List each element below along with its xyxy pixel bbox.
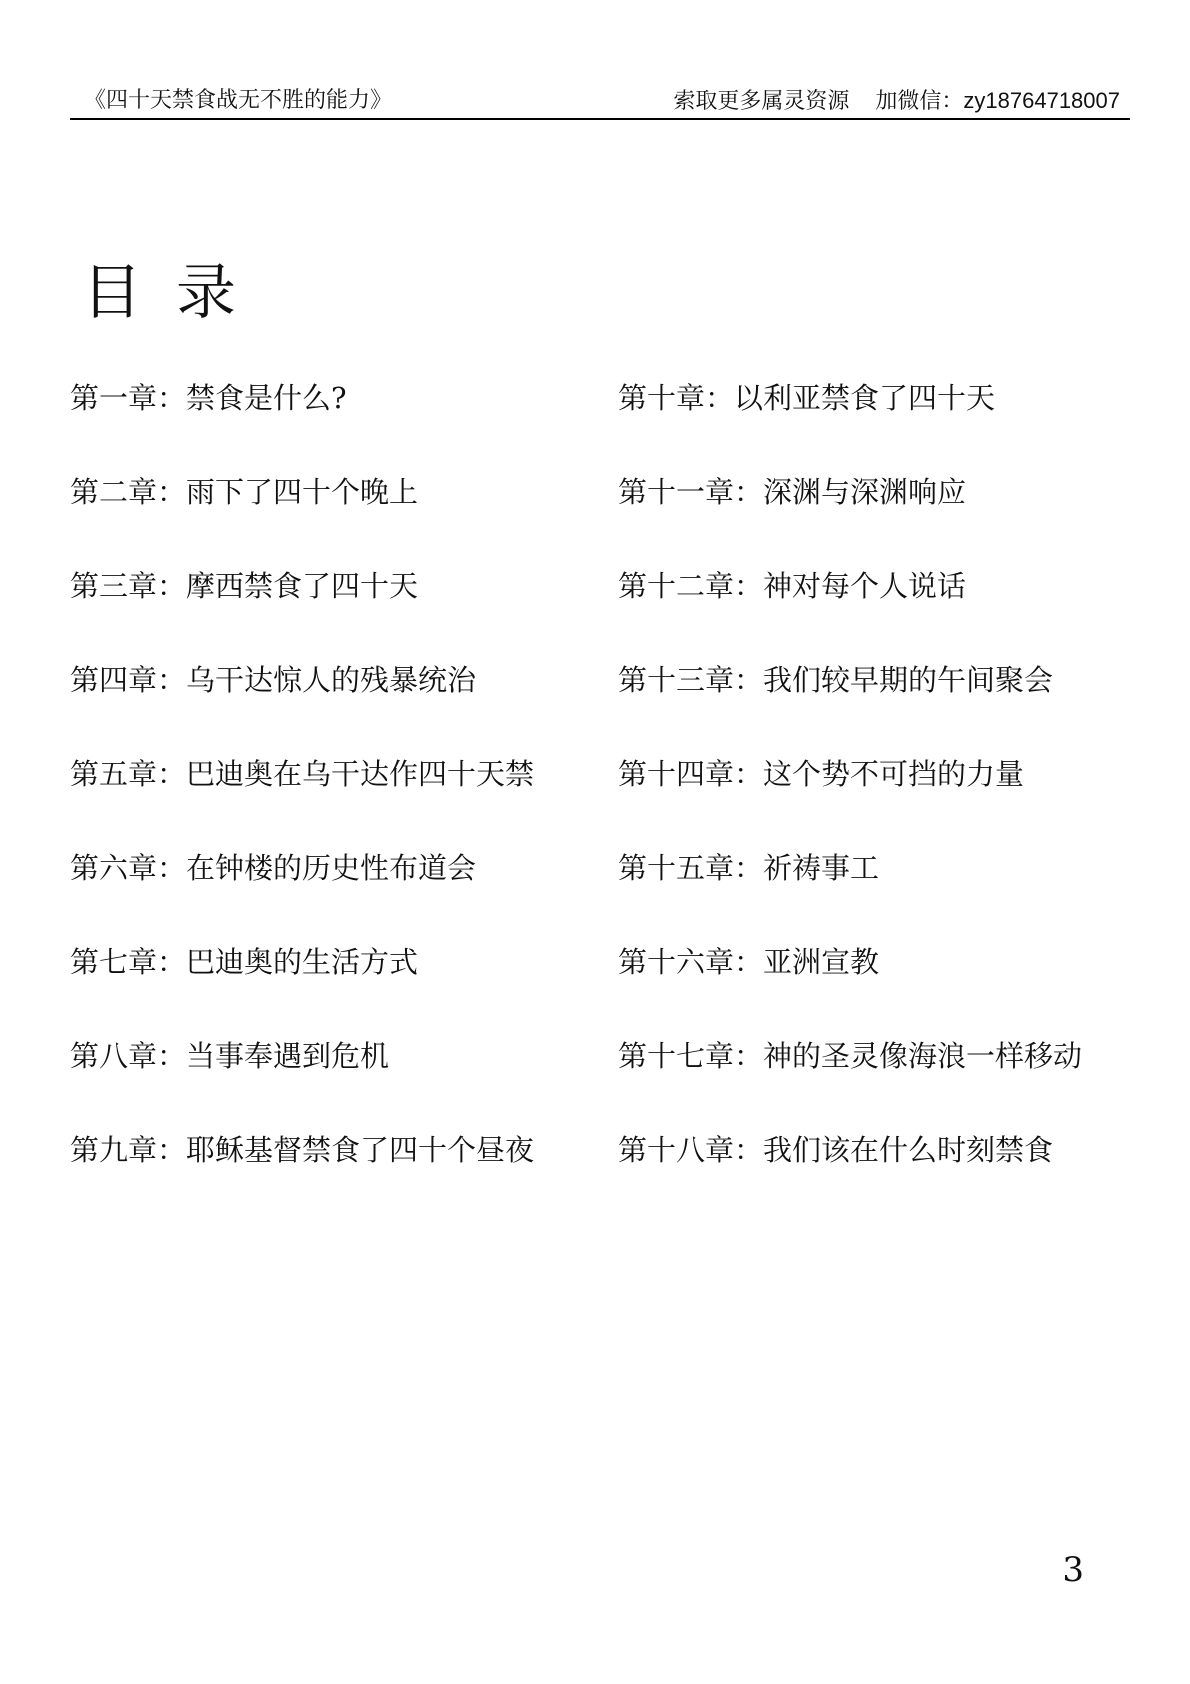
- toc-title: 目录: [82, 258, 270, 328]
- toc-entry-chapter-4: 第四章：乌干达惊人的残暴统治: [70, 663, 477, 697]
- toc-entry-chapter-17: 第十七章：神的圣灵像海浪一样移动: [618, 1039, 1083, 1073]
- book-title: 《四十天禁食战无不胜的能力》: [84, 88, 393, 113]
- page-number: 3: [1062, 1550, 1084, 1590]
- toc-entry-chapter-8: 第八章：当事奉遇到危机: [70, 1039, 390, 1073]
- toc-entry-chapter-13: 第十三章：我们较早期的午间聚会: [618, 663, 1054, 697]
- toc-row: [70, 566, 1130, 660]
- toc-entry-chapter-10: 第十章：以利亚禁食了四十天: [618, 381, 996, 415]
- toc-entry-chapter-1: 第一章：禁食是什么?: [70, 381, 347, 415]
- toc-entry-chapter-2: 第二章：雨下了四十个晚上: [70, 475, 419, 509]
- toc-row: [70, 1036, 1130, 1130]
- toc-entry-chapter-16: 第十六章：亚洲宣教: [618, 945, 880, 979]
- wechat-label: 加微信：: [875, 89, 964, 114]
- toc-entry-chapter-9: 第九章：耶稣基督禁食了四十个昼夜: [70, 1133, 535, 1167]
- toc-entry-chapter-11: 第十一章：深渊与深渊响应: [618, 475, 967, 509]
- toc-row: [70, 848, 1130, 942]
- toc-entry-chapter-18: 第十八章：我们该在什么时刻禁食: [618, 1133, 1054, 1167]
- toc-entry-chapter-15: 第十五章：祈祷事工: [618, 851, 880, 885]
- toc-row: [70, 1130, 1130, 1224]
- toc-row: [70, 660, 1130, 754]
- toc-entry-chapter-14: 第十四章：这个势不可挡的力量: [618, 757, 1025, 791]
- toc-row: [70, 754, 1130, 848]
- wechat-id: zy18764718007: [963, 88, 1120, 113]
- table-of-contents: [70, 378, 1130, 1224]
- promo-info: [673, 84, 1120, 119]
- toc-entry-chapter-7: 第七章：巴迪奥的生活方式: [70, 945, 419, 979]
- toc-row: [70, 942, 1130, 1036]
- toc-row: [70, 472, 1130, 566]
- toc-entry-chapter-3: 第三章：摩西禁食了四十天: [70, 569, 419, 603]
- promo-text: 索取更多属灵资源: [673, 89, 850, 114]
- page-header: [70, 84, 1130, 120]
- toc-entry-chapter-6: 第六章：在钟楼的历史性布道会: [70, 851, 477, 885]
- toc-entry-chapter-5: 第五章：巴迪奥在乌干达作四十天禁: [70, 757, 535, 791]
- toc-entry-chapter-12: 第十二章：神对每个人说话: [618, 569, 967, 603]
- toc-row: [70, 378, 1130, 472]
